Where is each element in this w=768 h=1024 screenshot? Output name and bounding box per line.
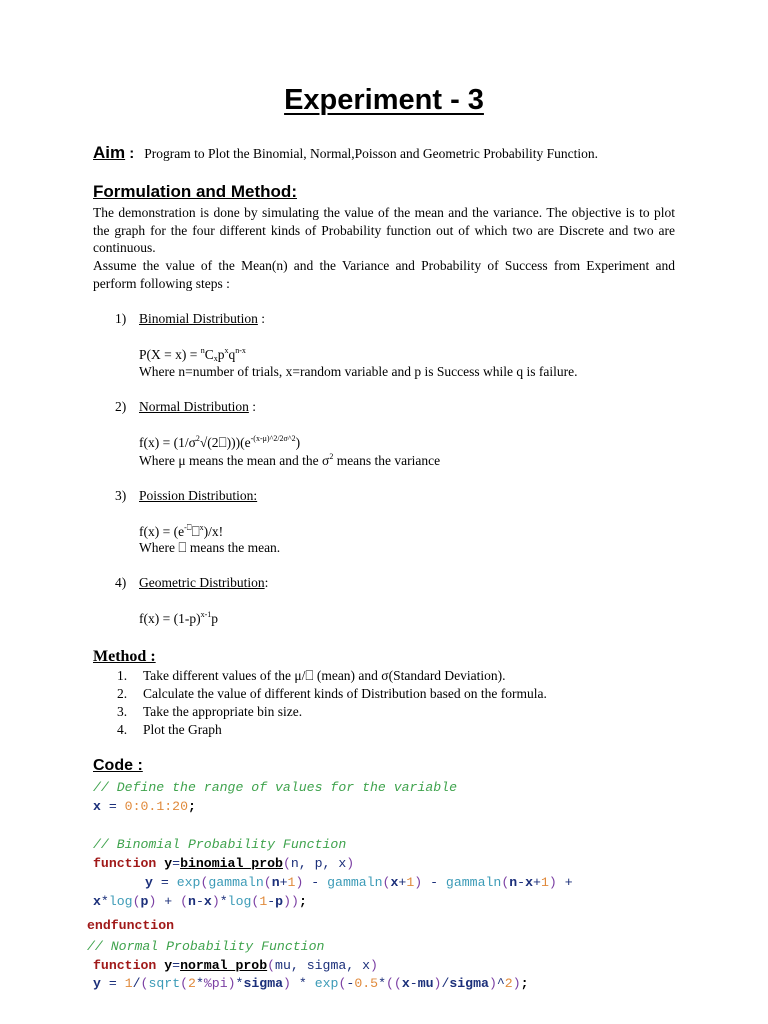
distribution-item-poisson: [115, 488, 257, 504]
item-number: 2): [115, 399, 127, 414]
code-normal-signature: function y=normal_prob(mu, sigma, x): [93, 958, 378, 973]
normal-description: Where μ means the mean and the $\sigma^2$ means the variance: [139, 452, 441, 468]
code-normal-body: y = 1/(sqrt(2*%pi)*sigma) * exp(-0.5*((x-mu)/sigma)^2);: [93, 976, 529, 991]
item-suffix: :: [248, 399, 257, 414]
item-number: 4): [115, 575, 127, 590]
distribution-item-geometric: [115, 575, 268, 591]
code-comment-range: // Define the range of values for the variable: [93, 780, 458, 795]
item-number: 1): [115, 311, 127, 326]
method-step: 1. Take different values of the μ/⎕ (mean) and σ(Standard Deviation).: [117, 668, 506, 683]
poisson-description: Where ⎕ means the mean.: [139, 540, 281, 555]
aim-text: Program to Plot the Binomial, Normal,Poisson and Geometric Probability Function.: [144, 146, 599, 161]
item-suffix: :: [257, 311, 266, 326]
method-step: 2. Calculate the value of different kinds of Distribution based on the formula.: [117, 686, 547, 701]
code-comment-normal: // Normal Probability Function: [87, 939, 325, 954]
code-comment-binomial: // Binomial Probability Function: [93, 837, 347, 852]
formulation-paragraph-1: The demonstration is done by simulating the value of the mean and the variance. The objective is to plot the graph for the four different kinds of Probability function out of which two are Discrete and two are continuous.: [93, 205, 675, 256]
poisson-formula: f(x) = (e-⎕⎕$^x$)/x!: [139, 523, 224, 539]
code-binomial-body-2: x*log(p) + (n-x)*log(1-p));: [93, 894, 307, 909]
method-heading: Method :: [93, 648, 156, 665]
item-number: 3): [115, 488, 127, 503]
distribution-name: Normal Distribution: [139, 399, 249, 414]
distribution-item-normal: [115, 399, 256, 415]
aim-line: [93, 143, 598, 163]
method-step: 3. Take the appropriate bin size.: [117, 704, 303, 719]
code-binomial-signature: function y=binomial_prob(n, p, x): [93, 856, 355, 871]
distribution-name: Geometric Distribution: [139, 575, 265, 590]
code-heading: Code :: [93, 757, 143, 774]
page-title: Experiment - 3: [284, 84, 484, 116]
formulation-heading: Formulation and Method:: [93, 182, 297, 201]
item-suffix: :: [264, 575, 269, 590]
code-binomial-body-1: y = exp(gammaln(n+1) - gammaln(x+1) - gammaln(n-x+1) +: [145, 875, 573, 890]
binomial-formula: $P(X = x) = ^nC_xp^xq^{n-x}$: [139, 346, 246, 363]
distribution-name: Binomial Distribution: [139, 311, 258, 326]
distribution-name: Poission Distribution:: [139, 488, 258, 503]
normal-formula: $f(x) = (1/\sigma^2√(2⎕)))(e^{-(x-\mu)\^{}2/2\sigma\^{}2})$: [139, 434, 301, 450]
code-line-x-range: x = 0:0.1:20;: [93, 799, 196, 814]
distribution-item-binomial: [115, 311, 265, 327]
code-endfunction: endfunction: [87, 918, 175, 933]
formulation-paragraph-2: Assume the value of the Mean(n) and the Variance and Probability of Success from Experiment and perform following steps :: [93, 258, 675, 291]
aim-colon: :: [129, 145, 135, 162]
method-step: 4. Plot the Graph: [117, 722, 222, 737]
binomial-description: Where n=number of trials, x=random variable and p is Success while q is failure.: [139, 364, 578, 379]
geometric-formula: $f(x) = (1-p)^{x-1}p$: [139, 610, 219, 626]
aim-label: Aim: [93, 143, 126, 162]
